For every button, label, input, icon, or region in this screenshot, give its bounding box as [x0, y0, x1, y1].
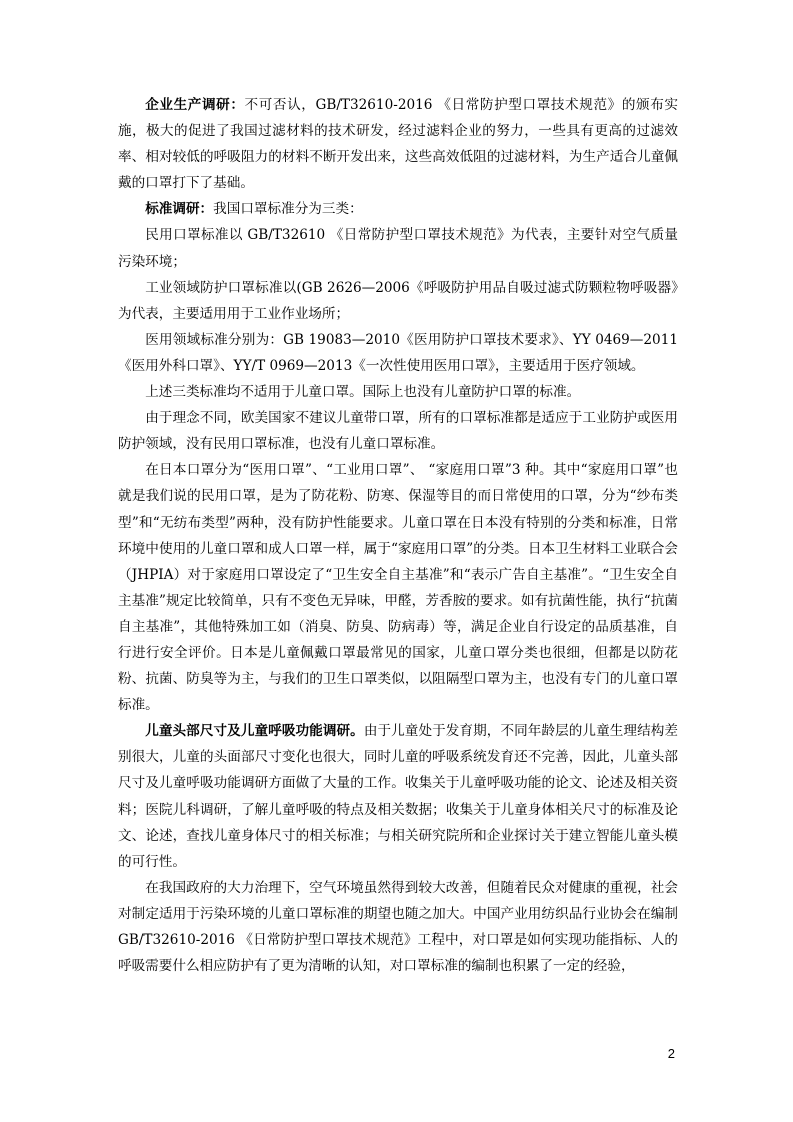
paragraph-industrial-standard [118, 275, 678, 327]
paragraph-heading: 标准调研： [145, 201, 214, 218]
paragraph-not-applicable [118, 379, 678, 405]
paragraph-government [118, 875, 678, 979]
paragraph-text: 民用口罩标准以 GB/T32610 《日常防护型口罩技术规范》为代表，主要针对空气质量污染环境； [118, 227, 678, 270]
paragraph-text: 由于儿童处于发育期，不同年龄层的儿童生理结构差别很大，儿童的头面部尺寸变化也很大，同时儿童的呼吸系统发育还不完善，因此，儿童头部尺寸及儿童呼吸功能调研方面做了大量的工作。收集关于儿童呼吸功能的论文、论述及相关资料；医院儿科调研，了解儿童呼吸的特点及相关数据；收集关于儿童身体相关尺寸的标准及论文、论述，查找儿童身体尺寸的相关标准；与相关研究院所和企业探讨关于建立智能儿童头模的可行性。 [118, 723, 679, 870]
paragraph-civil-standard [118, 222, 678, 274]
paragraph-text: 在日本口罩分为“医用口罩”、“工业用口罩”、 “家庭用口罩”3 种。其中“家庭用口罩”也就是我们说的民用口罩，是为了防花粉、防寒、保湿等目的而日常使用的口罩，分为“纱布类型”和“无纺布类型”两种，没有防护性能要求。儿童口罩在日本没有特别的分类和标准，日常环境中使用的儿童口罩和成人口罩一样，属于“家庭用口罩”的分类。日本卫生材料工业联合会（JHPIA）对于家庭用口罩设定了“卫生安全自主基准”和“表示广告自主基准”。“卫生安全自主基准”规定比较简单，只有不变色无异味，甲醛，芳香胺的要求。如有抗菌性能，执行“抗菌自主基准”，其他特殊加工如（消臭、防臭、防病毒）等，满足企业自行设定的品质基准，自行进行安全评价。日本是儿童佩戴口罩最常见的国家，儿童口罩分类也很细，但都是以防花粉、抗菌、防臭等为主，与我们的卫生口罩类似，以阻隔型口罩为主，也没有专门的儿童口罩标准。 [118, 462, 678, 714]
paragraph-medical-standard [118, 327, 678, 379]
paragraph-child-head-research [118, 718, 678, 875]
paragraph-text: 由于理念不同，欧美国家不建议儿童带口罩，所有的口罩标准都是适应于工业防护或医用防护领域，没有民用口罩标准，也没有儿童口罩标准。 [118, 410, 678, 453]
document-body [118, 92, 678, 979]
paragraph-text: 工业领域防护口罩标准以(GB 2626—2006《呼吸防护用品自吸过滤式防颗粒物呼吸器》为代表，主要适用用于工业作业场所； [118, 279, 678, 322]
paragraph-text: 不可否认，GB/T32610-2016 《日常防护型口罩技术规范》的颁布实施，极大的促进了我国过滤材料的技术研发，经过滤料企业的努力，一些具有更高的过滤效率、相对较低的呼吸阻力的材料不断开发出来，这些高效低阻的过滤材料，为生产适合儿童佩戴的口罩打下了基础。 [118, 97, 678, 192]
paragraph-japan [118, 457, 678, 718]
paragraph-europe-america [118, 405, 678, 457]
paragraph-text: 在我国政府的大力治理下，空气环境虽然得到较大改善，但随着民众对健康的重视，社会对制定适用于污染环境的儿童口罩标准的期望也随之加大。中国产业用纺织品行业协会在编制 GB/T32610-2016 《日常防护型口罩技术规范》工程中，对口罩是如何实现功能指标、人的呼吸需要什么相应防护有了更为清晰的认知，对口罩标准的编制也积累了一定的经验， [118, 879, 678, 975]
paragraph-heading: 企业生产调研： [145, 97, 245, 113]
paragraph-text: 上述三类标准均不适用于儿童口罩。国际上也没有儿童防护口罩的标准。 [145, 384, 581, 401]
paragraph-standards-research [118, 196, 678, 222]
paragraph-heading: 儿童头部尺寸及儿童呼吸功能调研。 [145, 723, 364, 740]
paragraph-text: 我国口罩标准分为三类： [213, 201, 363, 218]
paragraph-enterprise-research [118, 92, 678, 196]
page-number: 2 [667, 1046, 675, 1061]
paragraph-text: 医用领域标准分别为：GB 19083—2010《医用防护口罩技术要求》、YY 0469—2011《医用外科口罩》、YY/T 0969—2013《一次性使用医用口罩》，主要适用于医疗领域。 [118, 331, 678, 374]
